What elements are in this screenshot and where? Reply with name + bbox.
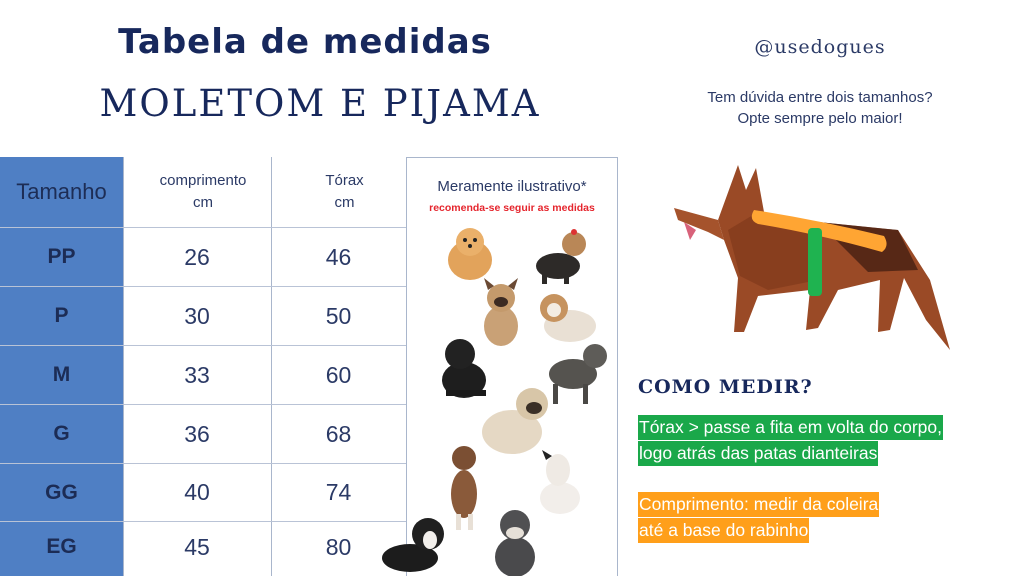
chest-value: 68 — [325, 420, 352, 447]
length-value: 30 — [184, 302, 210, 329]
length-instruction-line-1: Comprimento: medir da coleira — [638, 492, 879, 517]
illustration-title: Meramente ilustrativo* — [437, 178, 587, 195]
tip-line-2: Opte sempre pelo maior! — [737, 110, 903, 127]
size-tip — [660, 87, 980, 129]
length-value: 33 — [184, 361, 210, 388]
chest-value: 60 — [325, 361, 352, 388]
header-length-unit: cm — [193, 194, 213, 211]
chest-instruction-line-2: logo atrás das patas dianteiras — [638, 441, 878, 466]
header-chest — [283, 157, 406, 227]
header-length — [123, 157, 283, 227]
size-label: EG — [46, 535, 77, 558]
measuring-dog-illustration — [668, 160, 950, 360]
size-label: P — [54, 304, 69, 327]
chest-instruction-line-1: Tórax > passe a fita em volta do corpo, — [638, 415, 943, 440]
illustration-note: recomenda-se seguir as medidas — [429, 202, 595, 214]
border-collie-image — [380, 508, 454, 576]
header-chest-unit: cm — [334, 194, 355, 211]
header-chest-label: Tórax — [325, 172, 364, 189]
pug-fawn-image — [476, 382, 556, 458]
length-value: 26 — [184, 243, 210, 270]
size-label: M — [52, 363, 71, 386]
yorkshire-image — [528, 224, 598, 286]
gray-pit-bull-image — [488, 505, 542, 576]
length-value: 40 — [184, 479, 210, 505]
chest-value: 80 — [325, 533, 352, 560]
tip-line-1: Tem dúvida entre dois tamanhos? — [707, 89, 933, 106]
length-value: 36 — [184, 420, 210, 447]
title-line-2: MOLETOM E PIJAMA — [99, 82, 541, 125]
title-line-1: Tabela de medidas — [118, 22, 492, 62]
chest-value: 50 — [325, 302, 352, 329]
header-size: Tamanho — [16, 179, 107, 204]
size-label: G — [53, 422, 70, 445]
chest-value: 46 — [325, 243, 352, 270]
size-label: GG — [45, 480, 78, 504]
size-label: PP — [47, 245, 76, 268]
length-instruction-line-2: até a base do rabinho — [638, 518, 809, 543]
how-to-measure-title: COMO MEDIR? — [638, 376, 813, 398]
pomeranian-image — [440, 222, 500, 284]
instagram-handle: @usedogues — [754, 36, 886, 58]
length-value: 45 — [184, 533, 210, 560]
header-length-label: comprimento — [159, 172, 247, 189]
chest-value: 74 — [325, 479, 352, 505]
